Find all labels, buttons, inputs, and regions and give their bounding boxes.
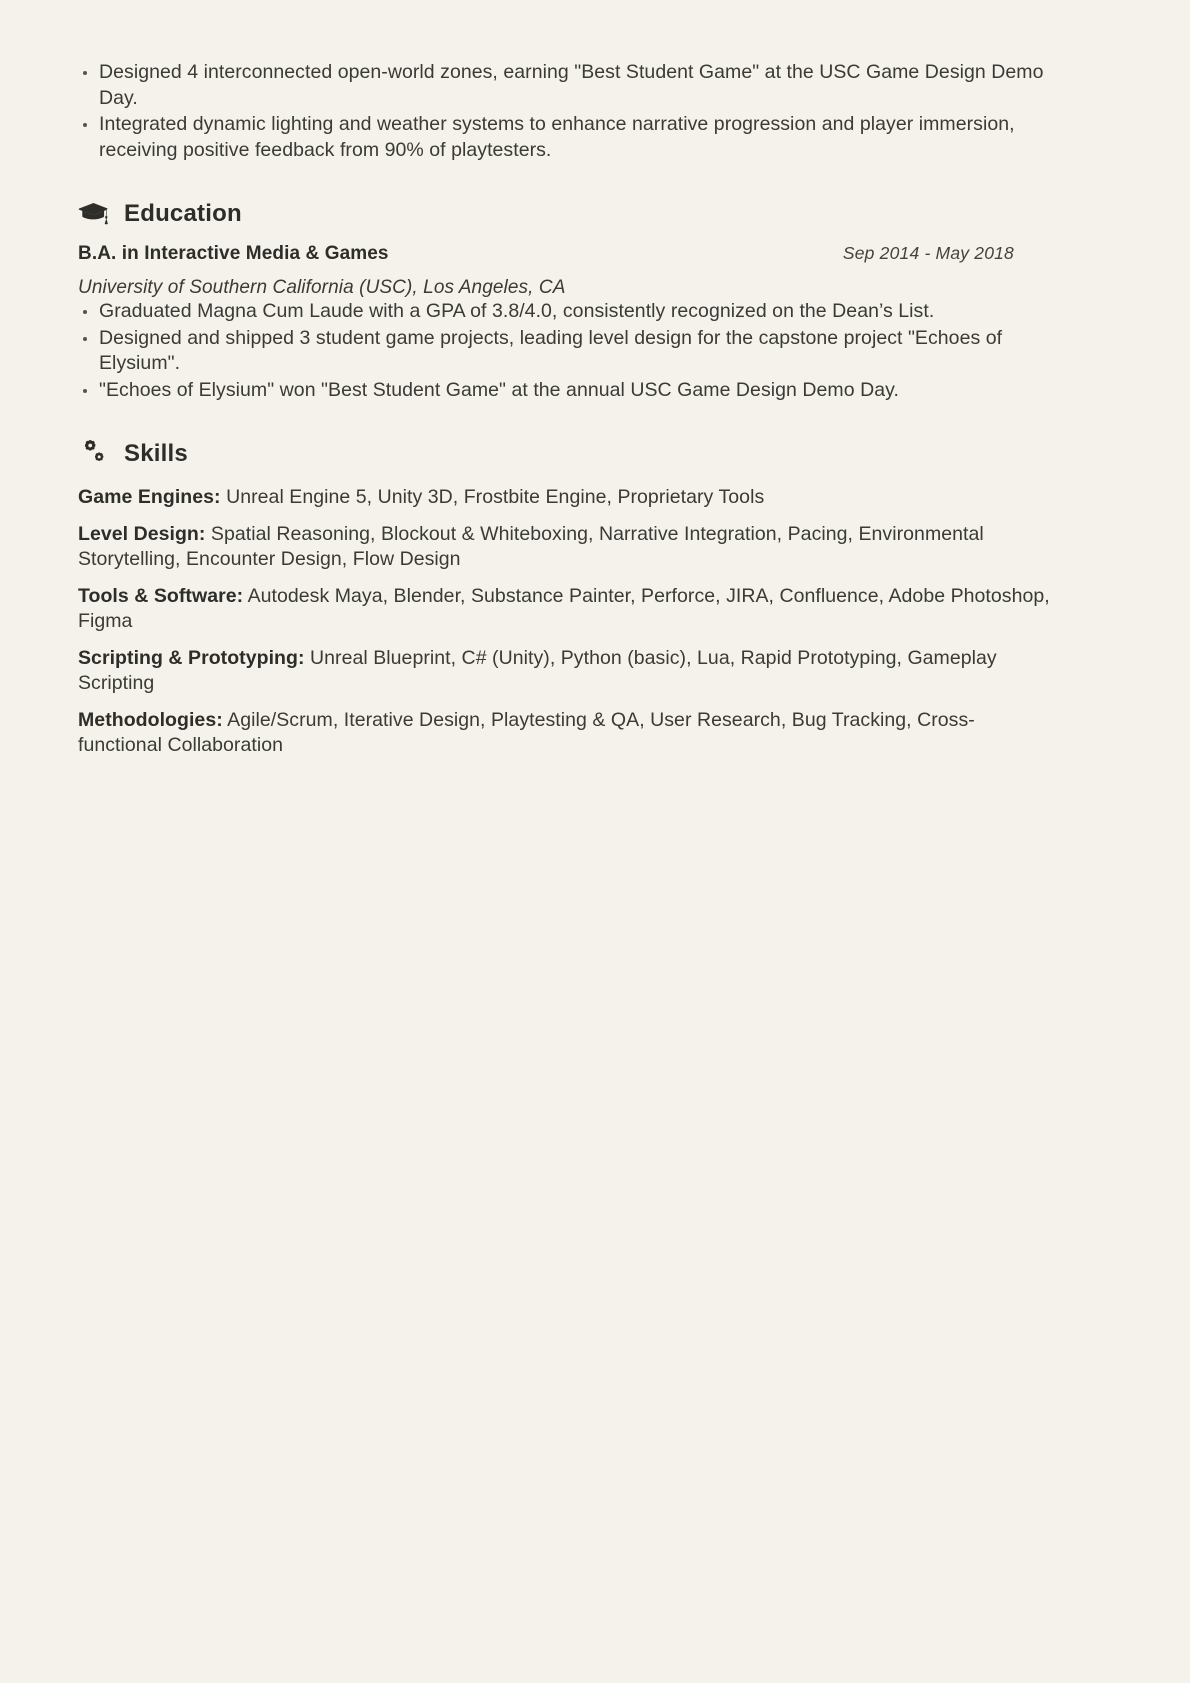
section-title: Skills (124, 440, 188, 467)
skill-row (78, 485, 1050, 511)
skill-values: Agile/Scrum, Iterative Design, Playtesting & QA, User Research, Bug Tracking, Cross-functional Collaboration (78, 708, 975, 756)
skill-values: Autodesk Maya, Blender, Substance Painter, Perforce, JIRA, Confluence, Adobe Photoshop, Figma (78, 584, 1050, 632)
skill-values: Unreal Engine 5, Unity 3D, Frostbite Engine, Proprietary Tools (220, 486, 765, 508)
list-item: Designed 4 interconnected open-world zones, earning "Best Student Game" at the USC Game Design Demo Day. (78, 60, 1050, 111)
skill-category-label: Tools & Software: (78, 584, 244, 607)
list-item: Designed and shipped 3 student game projects, leading level design for the capstone project "Echoes of Elysium". (78, 326, 1050, 377)
institution-name: University of Southern California (USC), Los Angeles, CA (78, 277, 566, 298)
skills-section-header (78, 439, 1050, 469)
skill-category-label: Level Design: (78, 522, 206, 545)
skill-values: Spatial Reasoning, Blockout & Whiteboxing, Narrative Integration, Pacing, Environmental Storytelling, Encounter Design, Flow Design (78, 522, 984, 570)
skills-list (78, 485, 1050, 759)
education-entry (78, 243, 1050, 403)
education-entry-header (78, 243, 1050, 265)
list-item: Integrated dynamic lighting and weather systems to enhance narrative progression and player immersion, receiving positive feedback from 90% of playtesters. (78, 112, 1050, 163)
graduation-cap-icon (78, 199, 112, 229)
education-section-header (78, 199, 1050, 229)
skill-category-label: Methodologies: (78, 708, 223, 731)
gears-icon (78, 439, 112, 469)
degree-date-range: Sep 2014 - May 2018 (842, 243, 1014, 263)
experience-continuation-bullets (78, 60, 1050, 163)
list-item: Graduated Magna Cum Laude with a GPA of 3.8/4.0, consistently recognized on the Dean’s List. (78, 299, 1050, 325)
skill-row (78, 708, 1050, 759)
education-bullets (78, 299, 1050, 403)
section-title: Education (124, 200, 242, 227)
list-item: "Echoes of Elysium" won "Best Student Game" at the annual USC Game Design Demo Day. (78, 378, 1050, 404)
skill-row (78, 522, 1050, 573)
skill-row (78, 646, 1050, 697)
skill-values: Unreal Blueprint, C# (Unity), Python (basic), Lua, Rapid Prototyping, Gameplay Scripting (78, 646, 997, 694)
skill-category-label: Scripting & Prototyping: (78, 646, 305, 669)
skill-row (78, 584, 1050, 635)
skill-category-label: Game Engines: (78, 486, 221, 508)
degree-title: B.A. in Interactive Media & Games (78, 243, 389, 264)
